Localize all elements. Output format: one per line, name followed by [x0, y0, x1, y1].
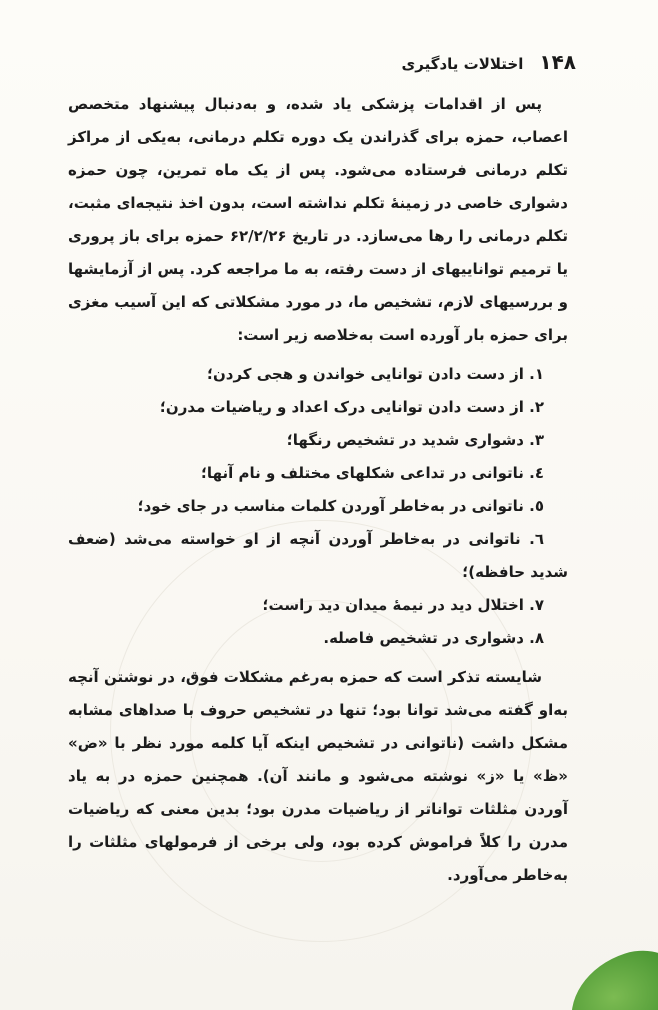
- list-item: ٤. ناتوانی در تداعی شکلهای مختلف و نام آنها؛: [200, 464, 544, 482]
- leaf-decoration: [556, 939, 658, 1010]
- paragraph-2: شایسته تذکر است که حمزه به‌رغم مشکلات فوق، در نوشتن آنچه به‌او گفته می‌شد توانا بود؛ تنها در تشخیص حروف با صداهای مشابه مشکل داشت (ناتوانی در تشخیص اینکه آیا کلمه مورد نظر با «ض» «ظ» یا «ز» نوشته می‌شود و مانند آن). همچنین حمزه در به یاد آوردن مثلثات تواناتر از ریاضیات مدرن بود؛ بدین معنی که ریاضیات مدرن را کلاً فراموش کرده بود، ولی برخی از فرمولهای مثلثات را به‌خاطر می‌آورد.: [68, 668, 568, 884]
- body-text: [68, 88, 568, 892]
- list-item: ۱. از دست دادن توانایی خواندن و هجی کردن؛: [206, 365, 544, 383]
- page-header: [402, 50, 576, 74]
- running-title: اختلالات یادگیری: [401, 55, 524, 73]
- paragraph-1: پس از اقدامات پزشکی یاد شده، و به‌دنبال پیشنهاد متخصص اعصاب، حمزه برای گذراندن یک دوره تکلم درمانی، به‌یکی از مراکز تکلم درمانی فرستاده می‌شود. پس از یک ماه تمرین، چون حمزه دشواری خاصی در زمینهٔ تکلم نداشته است، بدون اخذ نتیجه‌ای مثبت، تکلم درمانی را رها می‌سازد. در تاریخ ۶۲/۲/۲۶ حمزه برای باز پروری یا ترمیم تواناییهای از دست رفته، به ما مراجعه کرد. پس از آزمایشها و بررسیهای لازم، تشخیص ما، در مورد مشکلاتی که این آسیب مغزی برای حمزه بار آورده است به‌خلاصه زیر است:: [68, 95, 568, 344]
- list-item: ۷. اختلال دید در نیمهٔ میدان دید راست؛: [262, 596, 544, 614]
- list-item: ۲. از دست دادن توانایی درک اعداد و ریاضیات مدرن؛: [159, 398, 544, 416]
- symptom-list: [68, 358, 568, 655]
- list-item: ۳. دشواری شدید در تشخیص رنگها؛: [286, 431, 544, 449]
- list-item: ۸. دشواری در تشخیص فاصله.: [323, 629, 544, 647]
- list-item: ٦. ناتوانی در به‌خاطر آوردن آنچه از او خواسته می‌شد (ضعف شدید حافظه)؛: [68, 530, 568, 581]
- page-number: ۱۴۸: [539, 50, 576, 74]
- list-item: ٥. ناتوانی در به‌خاطر آوردن کلمات مناسب در جای خود؛: [137, 497, 544, 515]
